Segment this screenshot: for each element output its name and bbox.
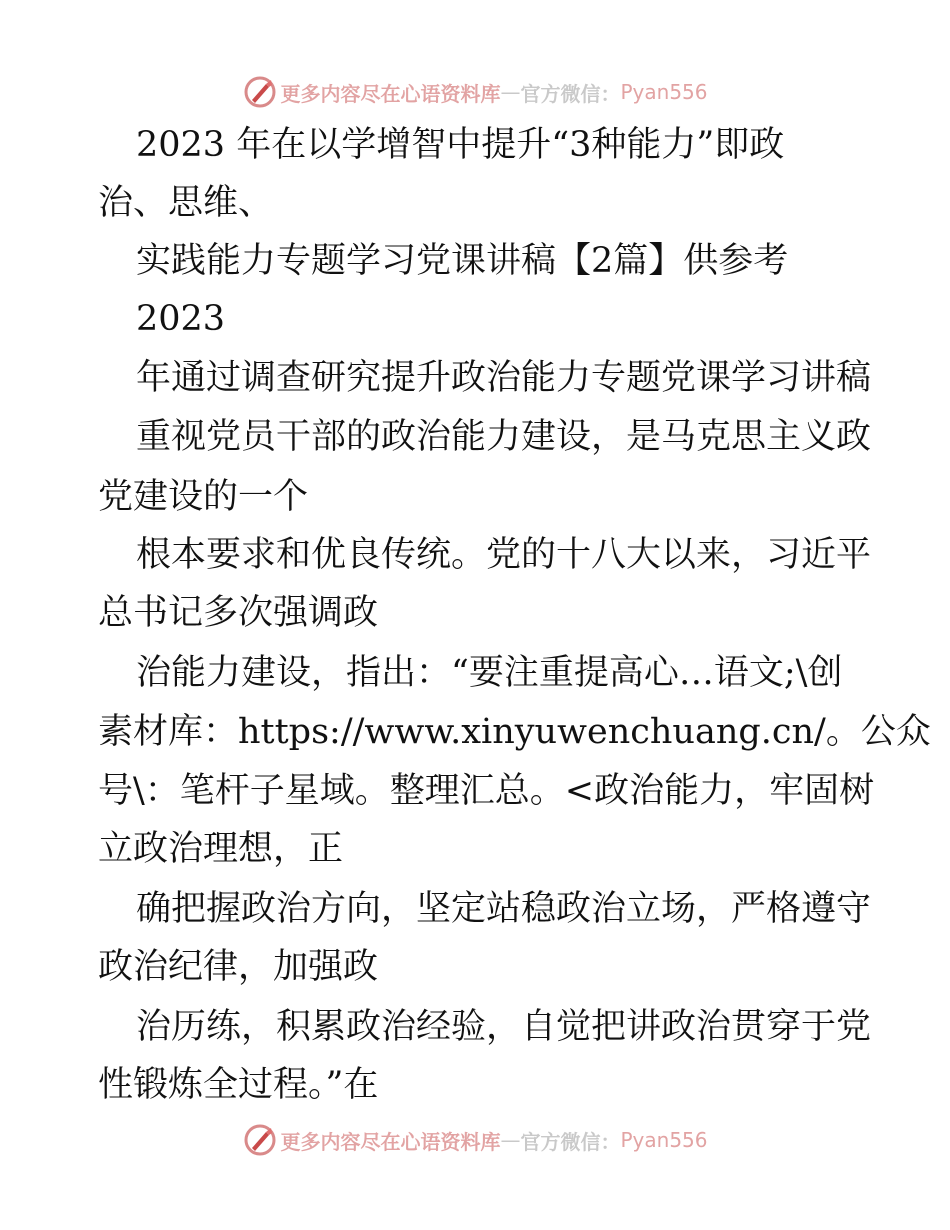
text-line: 立政治理想，正 [98, 829, 344, 869]
pen-nib-logo-icon [242, 1122, 278, 1158]
text-line: 性锻炼全过程。”在 [98, 1065, 379, 1105]
text-line: 重视党员干部的政治能力建设，是马克思主义政 [136, 417, 872, 457]
watermark-official-label: 官方微信： [520, 81, 621, 106]
text-line: 党建设的一个 [98, 477, 309, 517]
watermark-official-label: 官方微信： [520, 1129, 621, 1154]
watermark-dash: — [500, 1128, 521, 1152]
text-line: 治历练，积累政治经验，自觉把讲政治贯穿于党 [136, 1007, 872, 1047]
footer-watermark [0, 1120, 950, 1160]
text-line: 根本要求和优良传统。党的十八大以来，习近平 [136, 535, 872, 575]
text-line: 素材库：https://www.xinyuwenchuang.cn/。公众 [98, 712, 931, 752]
watermark-account: Pyan556 [620, 1128, 708, 1152]
watermark-text: 更多内容尽在心语资料库 [280, 81, 501, 106]
text-line: 政治纪律，加强政 [98, 947, 379, 987]
text-line: 总书记多次强调政 [98, 593, 379, 633]
watermark-text: 更多内容尽在心语资料库 [280, 1129, 501, 1154]
text-line: 年通过调查研究提升政治能力专题党课学习讲稿 [136, 358, 872, 398]
text-line: 确把握政治方向，坚定站稳政治立场，严格遵守 [136, 889, 872, 929]
text-line: 实践能力专题学习党课讲稿【2篇】供参考 [136, 241, 789, 281]
text-line: 治、思维、 [98, 183, 274, 223]
text-line: 2023 年在以学增智中提升“3种能力”即政 [136, 125, 785, 165]
pen-nib-logo-icon [242, 74, 278, 110]
header-watermark [0, 72, 950, 112]
watermark-dash: — [500, 80, 521, 104]
text-line: 治能力建设，指出：“要注重提高心…语文;\创 [136, 653, 843, 693]
text-line: 号\：笔杆子星域。整理汇总。<政治能力，牢固树 [98, 771, 875, 811]
watermark-account: Pyan556 [620, 80, 708, 104]
text-line: 2023 [136, 299, 226, 339]
